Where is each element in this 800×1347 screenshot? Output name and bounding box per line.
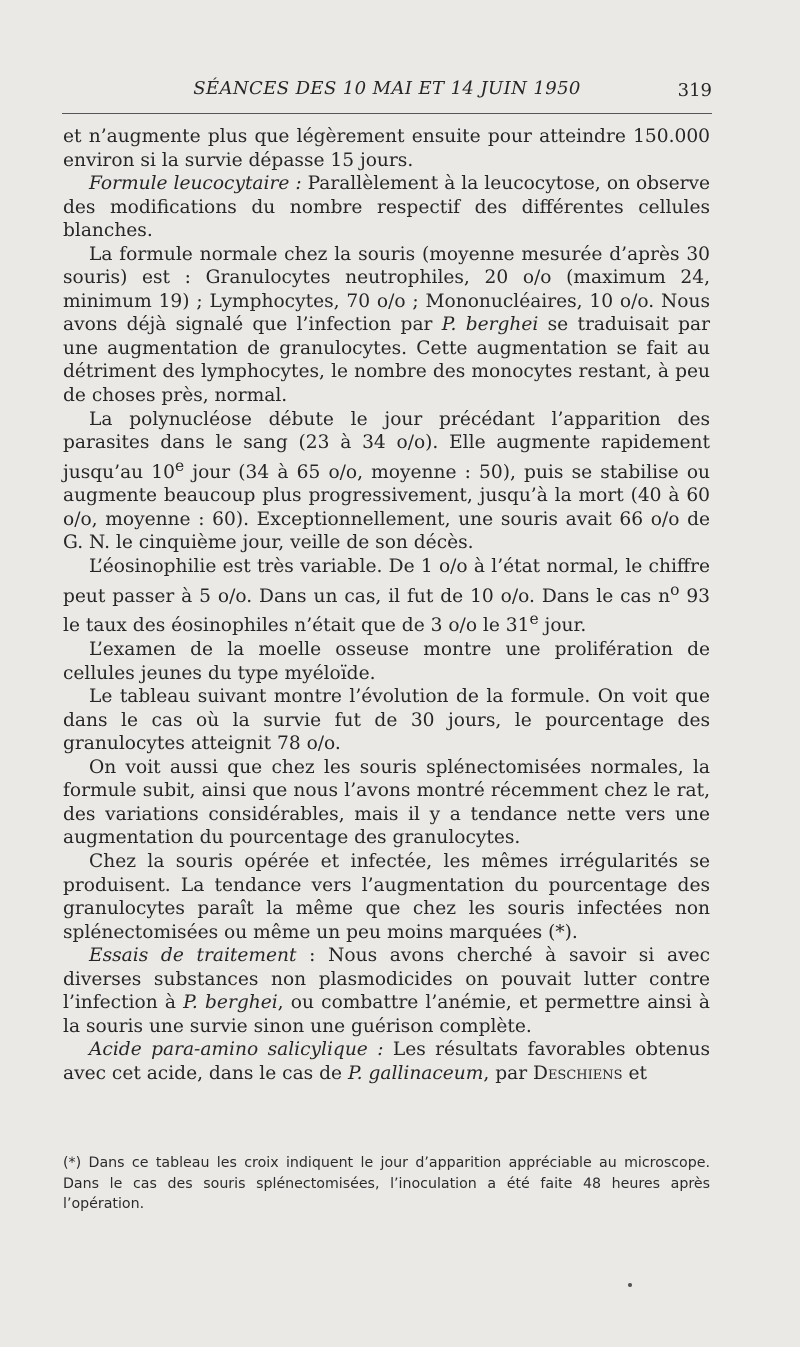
body-text [63,125,710,1085]
section-title-pas-acid: Acide para-amino salicylique : [89,1039,384,1061]
running-title: SÉANCES DES 10 MAI ET 14 JUIN 1950 [193,78,581,99]
header-rule [62,113,712,114]
paragraph-eosinophilia: L’éosinophilie est très variable. De 1 o/o à l’état normal, le chiffre peut passer à 5 o/o. Dans un cas, il fut de 10 o/o. Dans le cas $n^o$ 93 le taux des éosinophiles n’était que de 3 o/o le 31e jour. [63,556,710,637]
paragraph-normal-formula: La formule normale chez la souris (moyenne mesurée d’après 30 souris) est : Granulocytes neutrophiles, 20 o/o (maximum 24, minimum 19) ; Lymphocytes, 70 o/o ; Mononucléaires, 10 o/o. Nous avons déjà signalé que l’infection par P. berghei se traduisait par une augmentation de granulocytes. Cette augmentation se fait au détriment des lymphocytes, le nombre des monocytes restant, à peu de choses près, normal. [63,243,710,407]
page-number: 319 [677,80,712,101]
paragraph-leucocyte-formula: Formule leucocytaire : Parallèlement à la leucocytose, on observe des modifications du nombre respectif des différentes cellules blanches. [63,173,710,242]
paragraph-operated-infected: Chez la souris opérée et infectée, les mêmes irrégularités se produisent. La tendance vers l’augmentation du pourcentage des granulocytes paraît la même que chez les souris infectées non splénectomisées ou même un peu moins marquées (*). [63,850,710,943]
paragraph-splenectomized: On voit aussi que chez les souris splénectomisées normales, la formule subit, ainsi que nous l’avons montré récemment chez le rat, des variations considérables, mais il y a tendance nette vers une augmentation du pourcentage des granulocytes. [63,756,710,849]
section-title-leucocyte-formula: Formule leucocytaire : [89,173,302,195]
paragraph-bone-marrow: L’examen de la moelle osseuse montre une prolifération de cellules jeunes du type myéloïde. [63,639,710,684]
footnotes [63,1153,710,1215]
page-header [62,78,712,108]
species-name: P. berghei [183,992,278,1014]
paragraph-continued: et n’augmente plus que légèrement ensuite pour atteindre 150.000 environ si la survie dépasse 15 jours. [63,126,710,171]
footnote: (*) Dans ce tableau les croix indiquent le jour d’apparition appréciable au microscope. Dans le cas des souris splénectomisées, l’inoculation a été faite 48 heures après l’opération. [63,1155,710,1212]
section-title-treatment-trials: Essais de traitement [89,945,297,967]
species-name: P. berghei [441,314,539,336]
species-name: P. gallinaceum [347,1062,484,1084]
paragraph-table-evolution: Le tableau suivant montre l’évolution de la formule. On voit que dans le cas où la survie fut de 30 jours, le pourcentage des granulocytes atteignit 78 o/o. [63,686,710,755]
paragraph-treatment-trials: Essais de traitement : Nous avons cherché à savoir si avec diverses substances non plasmodicides on pouvait lutter contre l’infection à P. berghei, ou combattre l’anémie, et permettre ainsi à la souris une survie sinon une guérison complète. [63,945,710,1037]
print-speck [628,1283,632,1287]
paragraph-polynucleosis: La polynucléose débute le jour précédant l’apparition des parasites dans le sang (23 à 34 o/o). Elle augmente rapidement jusqu’au 10e jour (34 à 65 o/o, moyenne : 50), puis se stabilise ou augmente beaucoup plus progressivement, jusqu’à la mort (40 à 60 o/o, moyenne : 60). Exceptionnellement, une souris avait 66 o/o de G. N. le cinquième jour, veille de son décès. [63,408,711,554]
author-name: Deschiens [533,1062,623,1084]
paragraph-pas-acid: Acide para-amino salicylique : Les résultats favorables obtenus avec cet acide, dans le cas de P. gallinaceum, par Deschiens et [63,1039,711,1084]
